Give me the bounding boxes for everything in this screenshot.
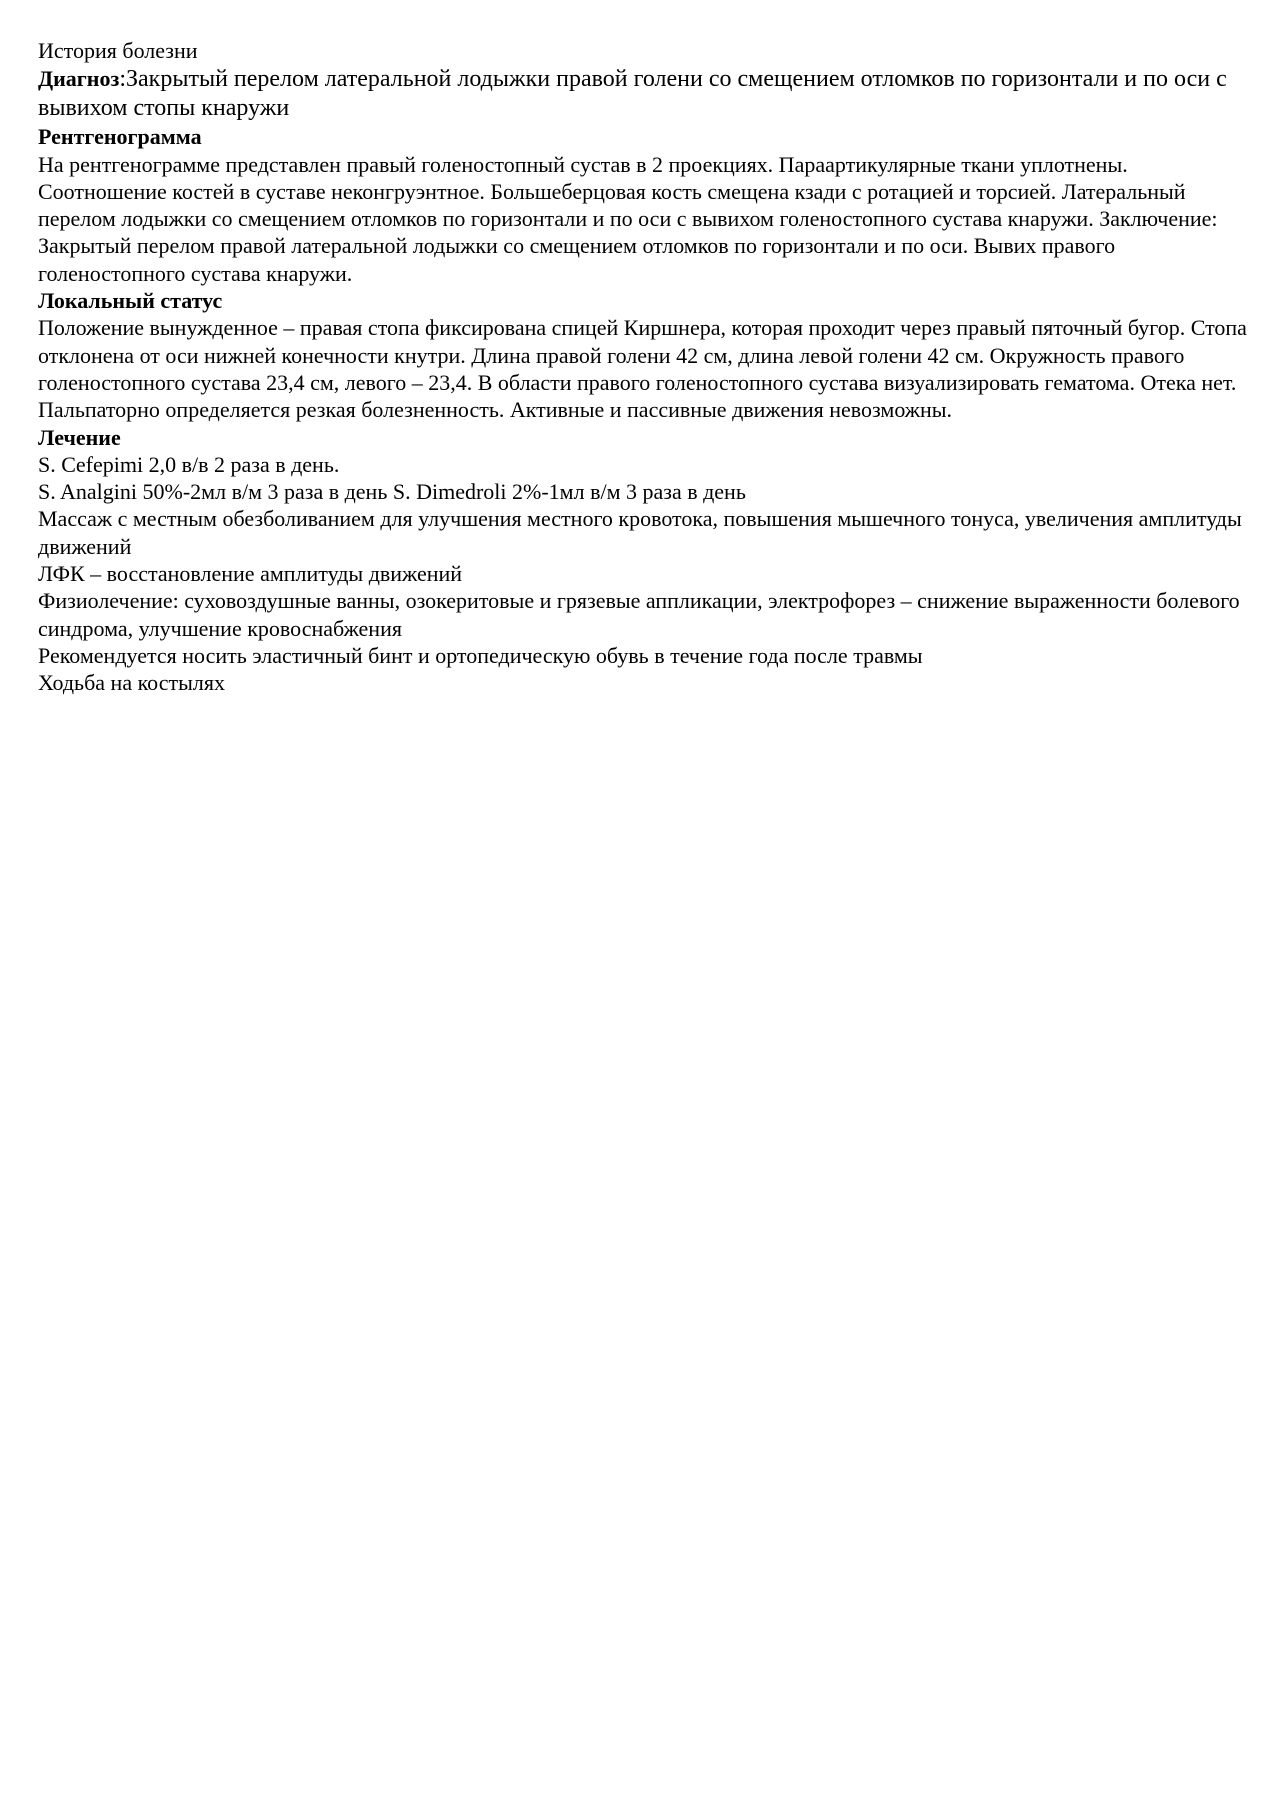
document-page (38, 37, 1253, 697)
treatment-item: Физиолечение: суховоздушные ванны, озокеритовые и грязевые аппликации, электрофорез – снижение выраженности болевого синдрома, улучшение кровоснабжения (38, 588, 1240, 641)
treatment-item: Ходьба на костылях (38, 670, 225, 696)
treatment-item: S. Cefepimi 2,0 в/в 2 раза в день. (38, 451, 340, 477)
local-status-heading: Локальный статус (38, 288, 223, 314)
xray-heading: Рентгенограмма (38, 124, 202, 150)
diagnosis-label: Диагноз (38, 66, 120, 92)
diagnosis-paragraph (38, 64, 1253, 123)
xray-text: На рентгенограмме представлен правый голеностопный сустав в 2 проекциях. Параартикулярные ткани уплотнены. Соотношение костей в суставе неконгруэнтное. Большеберцовая кость смещена кзади с ротацией и торсией. Латеральный перелом лодыжки со смещением отломков по горизонтали и по оси с вывихом голеностопного сустава кнаружи. Заключение: Закрытый перелом правой латеральной лодыжки со смещением отломков по горизонтали и по оси. Вывих правого голеностопного сустава кнаружи. (38, 151, 1218, 286)
treatment-heading: Лечение (38, 424, 121, 450)
diagnosis-text: Закрытый перелом латеральной лодыжки правой голени со смещением отломков по горизонтали и по оси с вывихом стопы кнаружи (38, 66, 1227, 122)
treatment-item: Массаж с местным обезболиванием для улучшения местного кровотока, повышения мышечного тонуса, увеличения амплитуды движений (38, 506, 1242, 559)
treatment-item: S. Analgini 50%-2мл в/м 3 раза в день S. Dimedroli 2%-1мл в/м 3 раза в день (38, 479, 746, 505)
treatment-item: ЛФК – восстановление амплитуды движений (38, 561, 463, 587)
treatment-item: Рекомендуется носить эластичный бинт и ортопедическую обувь в течение года после травмы (38, 642, 923, 668)
local-status-text: Положение вынужденное – правая стопа фиксирована спицей Киршнера, которая проходит через правый пяточный бугор. Стопа отклонена от оси нижней конечности кнутри. Длина правой голени 42 см, длина левой голени 42 см. Окружность правого голеностопного сустава 23,4 см, левого – 23,4. В области правого голеностопного сустава визуализировать гематома. Отека нет. Пальпаторно определяется резкая болезненность. Активные и пассивные движения невозможны. (38, 315, 1247, 423)
diagnosis-colon: : (119, 66, 126, 93)
document-title: История болезни (38, 38, 198, 63)
